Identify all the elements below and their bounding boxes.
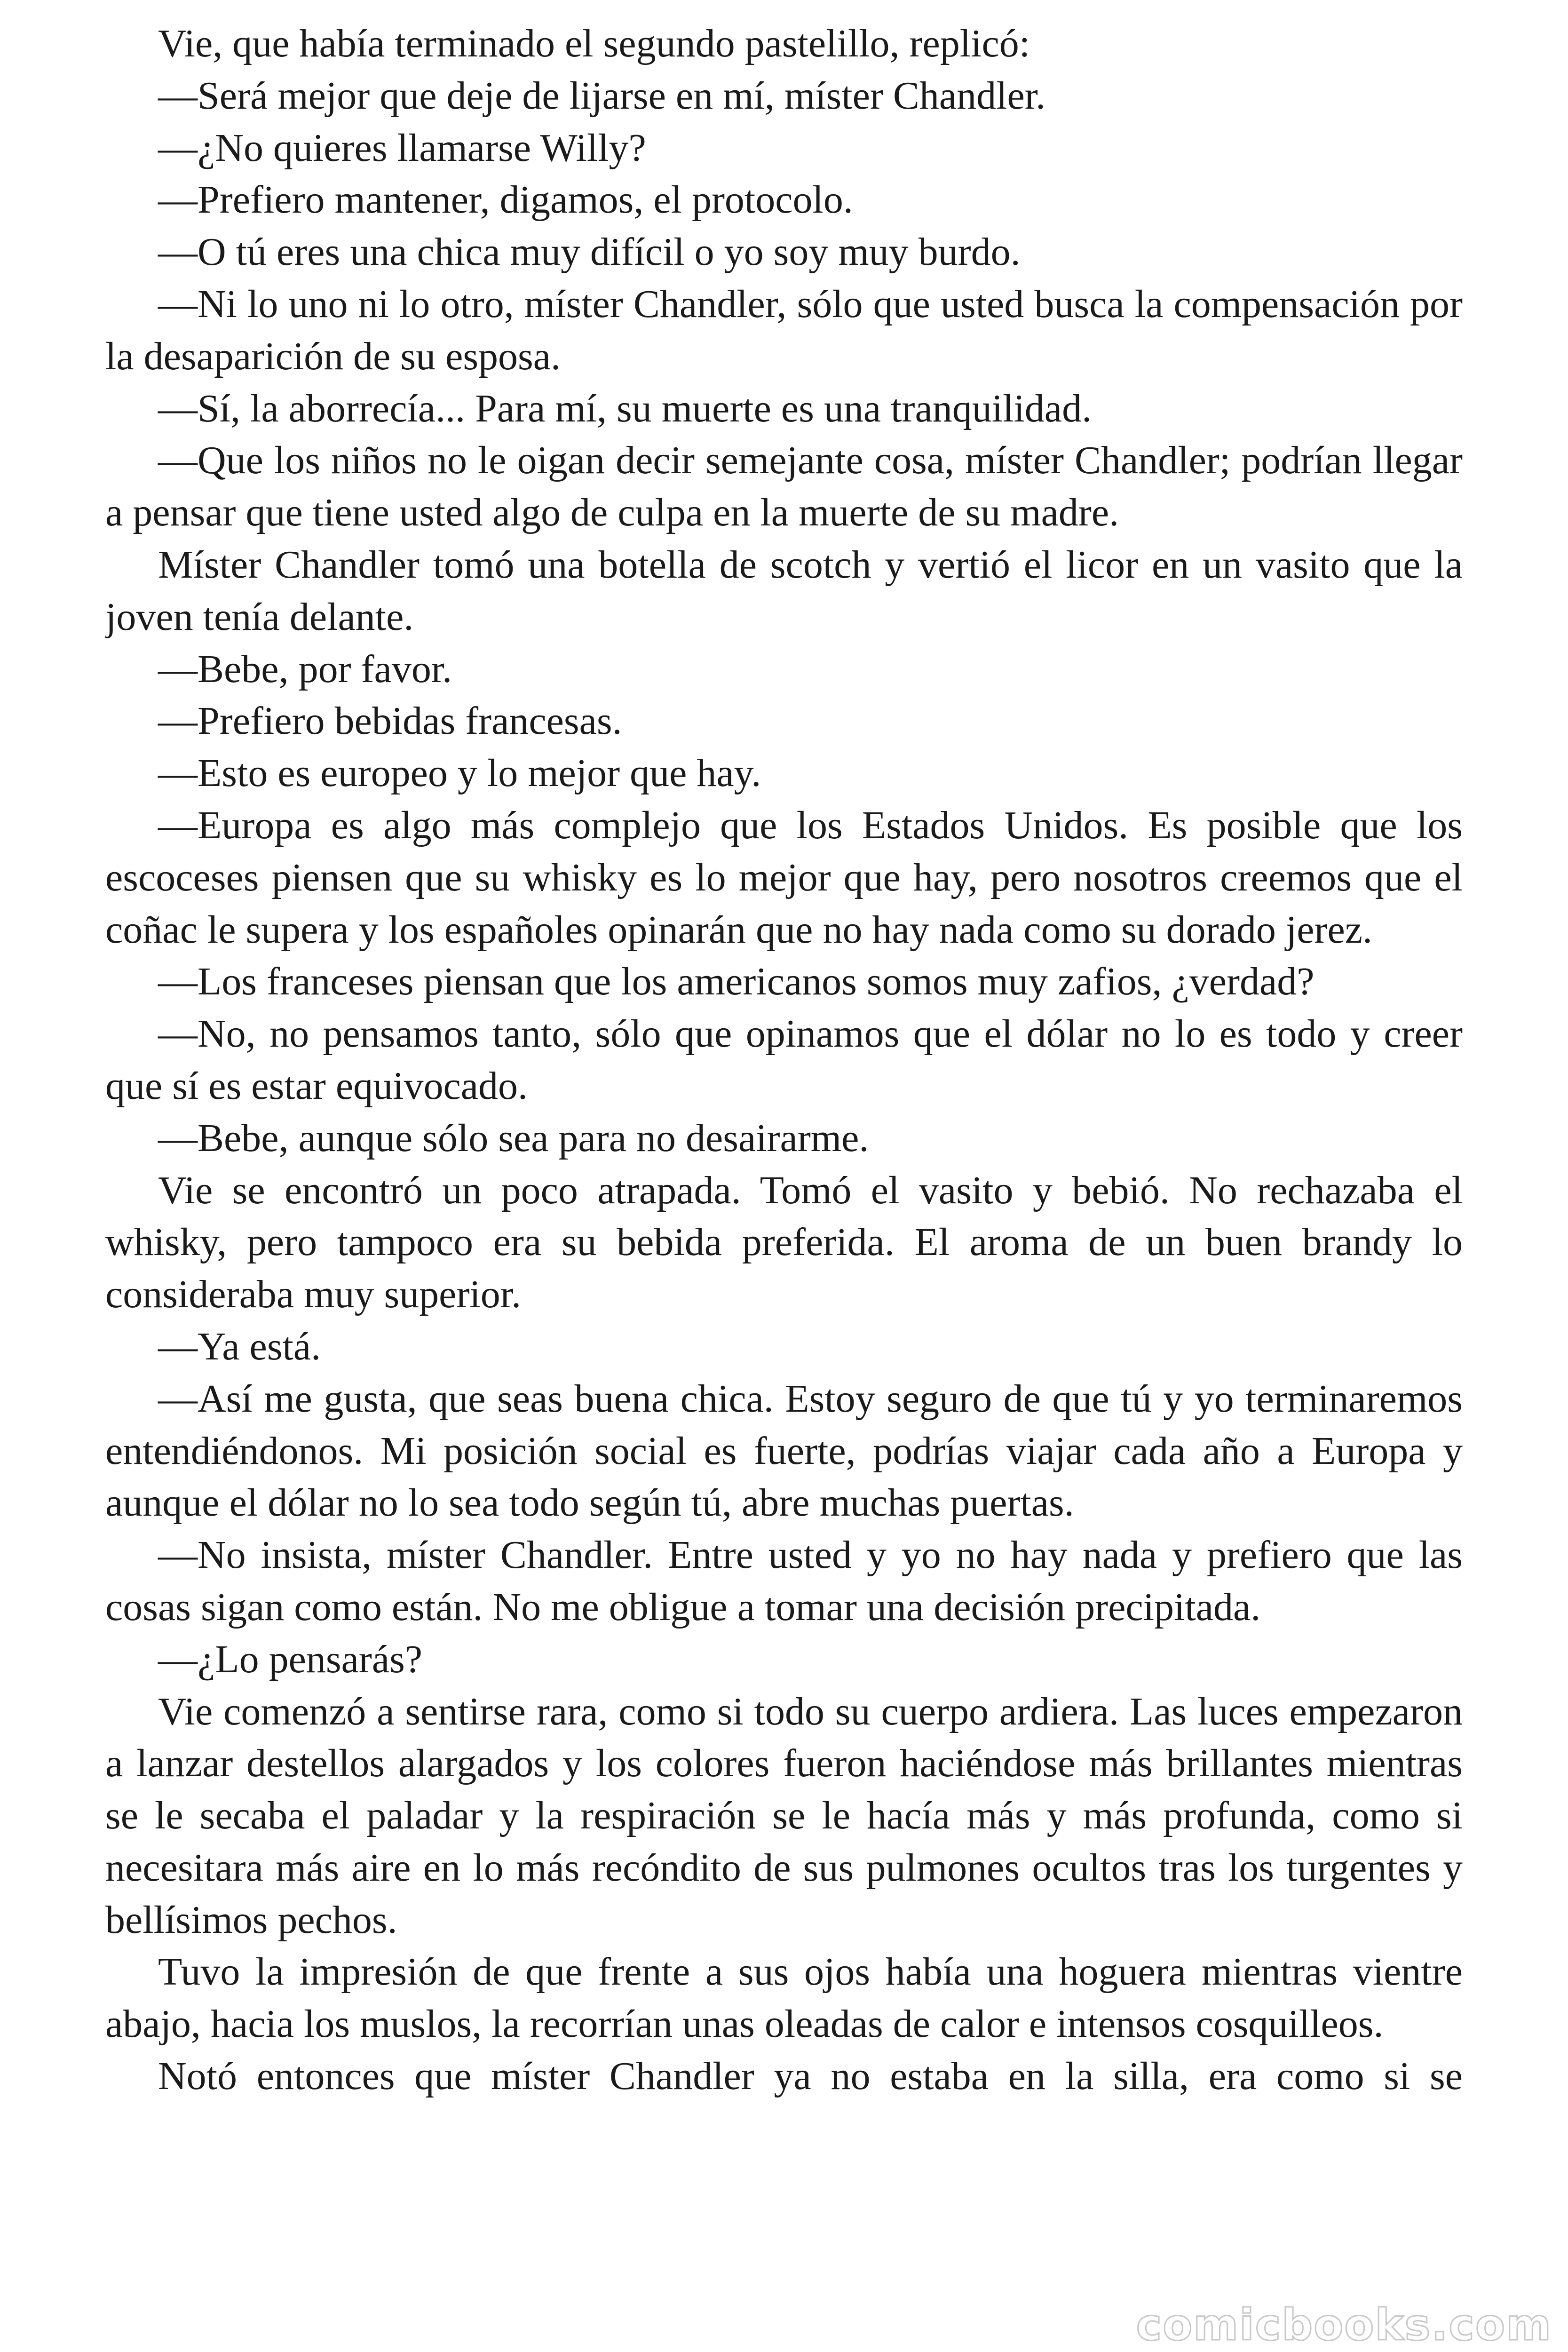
paragraph: —No insista, míster Chandler. Entre usted y yo no hay nada y prefiero que las cosas sigan como están. No me obligue a tomar una decisión precipitada. xyxy=(105,1533,1463,1629)
paragraph: —Esto es europeo y lo mejor que hay. xyxy=(158,751,761,795)
paragraph: —Será mejor que deje de lijarse en mí, míster Chandler. xyxy=(158,73,1046,118)
paragraph: Vie, que había terminado el segundo pastelillo, replicó: xyxy=(158,22,1030,65)
paragraph: —Ni lo uno ni lo otro, míster Chandler, sólo que usted busca la compensación por la desaparición de su esposa. xyxy=(105,282,1463,378)
paragraph: —Ya está. xyxy=(158,1324,321,1368)
paragraph: —¿No quieres llamarse Willy? xyxy=(158,126,646,170)
watermark: comicbooks.com xyxy=(1136,2300,1552,2350)
paragraph: —Los franceses piensan que los americanos somos muy zafios, ¿verdad? xyxy=(158,960,1315,1004)
paragraph: Vie se encontró un poco atrapada. Tomó el vasito y bebió. No rechazaba el whisky, pero tampoco era su bebida preferida. El aroma de un buen brandy lo consideraba muy superior. xyxy=(105,1168,1463,1317)
paragraph: —¿Lo pensarás? xyxy=(158,1637,423,1681)
paragraph: —Sí, la aborrecía... Para mí, su muerte es una tranquilidad. xyxy=(158,386,1092,430)
paragraph: —Así me gusta, que seas buena chica. Estoy seguro de que tú y yo terminaremos entendiéndonos. Mi posición social es fuerte, podrías viajar cada año a Europa y aunque el dólar no lo sea todo según tú, abre muchas puertas. xyxy=(105,1376,1463,1525)
paragraph: —Prefiero mantener, digamos, el protocolo. xyxy=(158,178,853,222)
paragraph: —O tú eres una chica muy difícil o yo soy muy burdo. xyxy=(158,230,1021,274)
paragraph: —Bebe, por favor. xyxy=(158,647,452,691)
paragraph: Tuvo la impresión de que frente a sus ojos había una hoguera mientras vientre abajo, hacia los muslos, la recorrían unas oleadas de calor e intensos cosquilleos. xyxy=(105,1950,1463,2046)
paragraph: —No, no pensamos tanto, sólo que opinamos que el dólar no lo es todo y creer que sí es estar equivocado. xyxy=(105,1012,1463,1108)
paragraph: —Bebe, aunque sólo sea para no desairarme. xyxy=(158,1116,869,1160)
paragraph: —Prefiero bebidas francesas. xyxy=(158,699,622,743)
paragraph: Míster Chandler tomó una botella de scotch y vertió el licor en un vasito que la joven tenía delante. xyxy=(105,542,1463,639)
paragraph: Notó entonces que míster Chandler ya no estaba en la silla, era como si se xyxy=(158,2054,1463,2098)
paragraph: —Europa es algo más complejo que los Estados Unidos. Es posible que los escoceses piensen que su whisky es lo mejor que hay, pero nosotros creemos que el coñac le supera y los españoles opinarán que no hay nada como su dorado jerez. xyxy=(105,803,1463,952)
page-body xyxy=(105,18,1463,2328)
paragraph: Vie comenzó a sentirse rara, como si todo su cuerpo ardiera. Las luces empezaron a lanzar destellos alargados y los colores fueron haciéndose más brillantes mientras se le secaba el paladar y la respiración se le hacía más y más profunda, como si necesitara más aire en lo más recóndito de sus pulmones ocultos tras los turgentes y bellísimos pechos. xyxy=(105,1689,1463,1942)
paragraph: —Que los niños no le oigan decir semejante cosa, míster Chandler; podrían llegar a pensar que tiene usted algo de culpa en la muerte de su madre. xyxy=(105,438,1463,535)
